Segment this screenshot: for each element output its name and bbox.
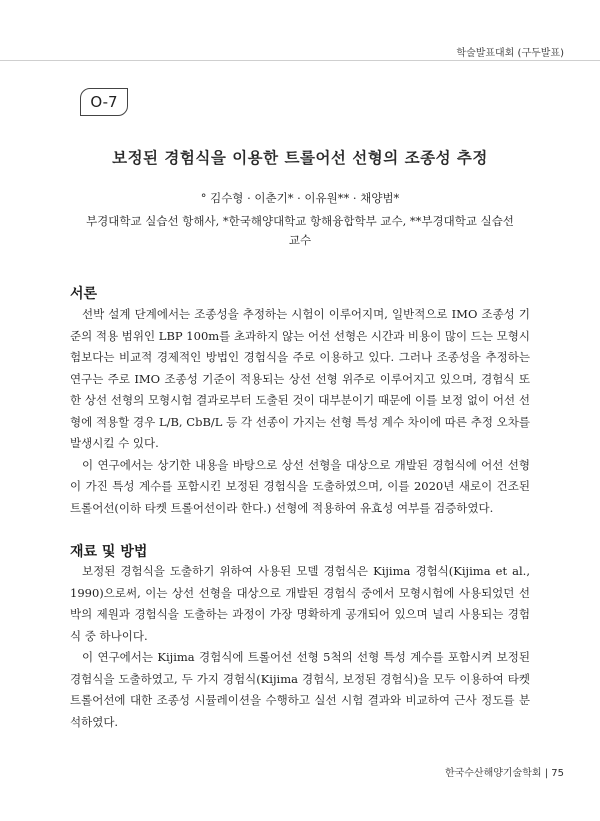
section-title-methods: 재료 및 방법 — [70, 544, 148, 560]
header-conference: 학술발표대회 (구두발표) — [456, 48, 564, 59]
paper-id-badge — [80, 88, 128, 116]
paper-title: 보정된 경험식을 이용한 트롤어선 선형의 조종성 추정 — [112, 148, 488, 167]
paragraph: 보정된 경험식을 도출하기 위하여 사용된 모델 경험식은 Kijima 경험식(Kijima et al., 1990)으로써, 이는 상선 선형을 대상으로 개발된 경험식 중에서 모형시험에 사용되었던 선박의 제원과 경험식을 도출하는 과정이 가장 명확하게 공개되어 있으며 널리 사용되는 경험식 중 하나이다. — [70, 564, 530, 643]
affiliation-line-1: 부경대학교 실습선 항해사, *한국해양대학교 항해융합학부 교수, **부경대학교 실습선 — [86, 214, 514, 228]
paragraph: 이 연구에서는 Kijima 경험식에 트롤어선 선형 5척의 선형 특성 계수를 포함시켜 보정된 경험식을 도출하였고, 두 가지 경험식(Kijima 경험식, 보정된 경험식)을 모두 이용하여 타켓 트롤어선에 대한 조종성 시뮬레이션을 수행하고 실선 시험 결과와 비교하여 근사 정도를 분석하였다. — [70, 650, 530, 729]
paragraph: 이 연구에서는 상기한 내용을 바탕으로 상선 선형을 대상으로 개발된 경험식에 어선 선형이 가진 특성 계수를 포함시킨 보정된 경험식을 도출하였으며, 이를 2020년 새로이 건조된 트롤어선(이하 타켓 트롤어선이라 한다.) 선형에 적용하여 유효성 여부를 검증하였다. — [70, 457, 530, 515]
paragraph: 선박 설계 단계에서는 조종성을 추정하는 시험이 이루어지며, 일반적으로 IMO 조종성 기준의 적용 범위인 LBP 100m를 초과하지 않는 어선 선형은 시간과 비용이 많이 드는 모형시험보다는 비교적 경제적인 방법인 경험식을 주로 이용하고 있다. 그러나 조종성을 추정하는 연구는 주로 IMO 조종성 기준이 적용되는 상선 선형 위주로 이루어지고 있으며, 경험식 또한 상선 선형의 모형시험 결과로부터 도출된 것이 대부분이기 때문에 이를 보정 없이 어선 선형에 적용할 경우 L/B, CbB/L 등 각 선종이 가지는 선형 특성 계수 차이에 따른 추정 오차를 발생시킬 수 있다. — [70, 307, 530, 450]
paper-authors: ° 김수형 · 이춘기* · 이유원** · 채양범* — [200, 191, 400, 205]
paper-affiliation — [78, 212, 522, 250]
section-body-introduction — [70, 304, 530, 519]
section-title-introduction: 서론 — [70, 286, 98, 302]
section-body-methods — [70, 561, 530, 733]
header-rule — [0, 60, 600, 61]
paper-id: O-7 — [90, 93, 118, 111]
affiliation-line-2: 교수 — [288, 233, 312, 247]
footer-page-label: 한국수산해양기술학회 | 75 — [444, 768, 564, 779]
